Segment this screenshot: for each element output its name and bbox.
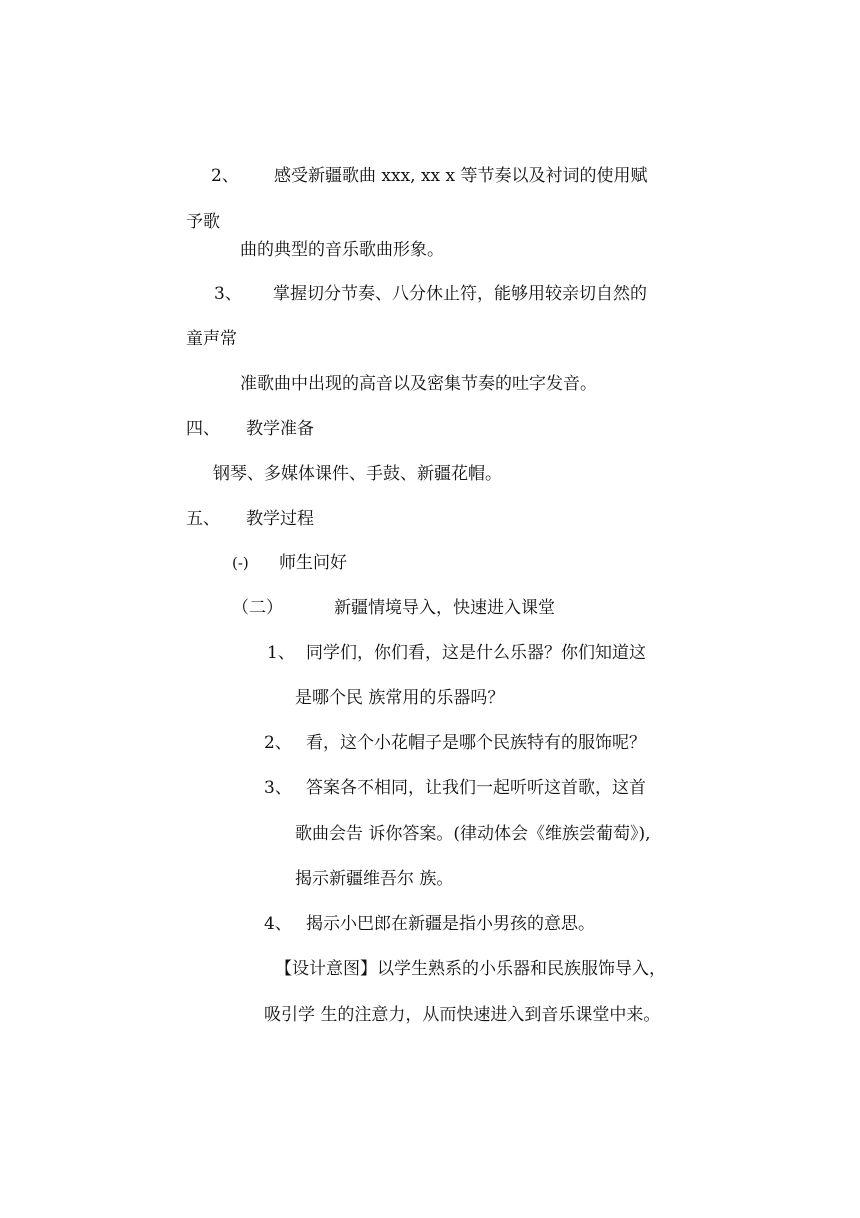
step-1-number: 1、: [267, 643, 295, 663]
subsection-1-number: (-): [232, 554, 249, 572]
design-intent-label: 【设计意图】: [275, 959, 377, 979]
step-3-line-2: 歌曲会告 诉你答案。(律动体会《维族尝葡萄》),: [295, 824, 651, 844]
subsection-2-number: （二）: [232, 598, 283, 618]
step-3-line-3: 揭示新疆维吾尔 族。: [295, 869, 454, 889]
objective-3-continuation: 准歌曲中出现的高音以及密集节奏的吐字发音。: [240, 374, 597, 394]
subsection-2-title: 新疆情境导入，快速进入课堂: [334, 598, 555, 618]
step-1-line-2: 是哪个民 族常用的乐器吗？: [295, 688, 505, 708]
step-4-line-1: 揭示小巴郎在新疆是指小男孩的意思。: [306, 914, 595, 934]
step-3-line-1: 答案各不相同，让我们一起听听这首歌，这首: [306, 778, 646, 798]
design-intent-continuation: 吸引学 生的注意力，从而快速进入到音乐课堂中来。: [264, 1005, 661, 1025]
section-5-title: 教学过程: [246, 509, 314, 529]
step-4-number: 4、: [264, 914, 292, 934]
objective-3-text: 掌握切分节奏、八分休止符，能够用较亲切自然的: [273, 284, 647, 304]
step-2-number: 2、: [264, 733, 292, 753]
objective-2-continuation: 曲的典型的音乐歌曲形象。: [240, 240, 444, 260]
section-5-number: 五、: [186, 509, 220, 529]
design-intent-paragraph: [275, 957, 666, 981]
subsection-1-title: 师生问好: [279, 553, 347, 573]
objective-3-wrap: 童声常: [186, 329, 237, 349]
step-2-line-1: 看，这个小花帽子是哪个民族特有的服饰呢？: [306, 733, 646, 753]
section-4-content: 钢琴、多媒体课件、手鼓、新疆花帽。: [213, 464, 502, 484]
objective-2-wrap: 予歌: [186, 212, 220, 232]
step-3-number: 3、: [264, 778, 292, 798]
objective-2-text: 感受新疆歌曲 xxx, xx x 等节奏以及衬词的使用赋: [274, 166, 648, 186]
objective-3-number: 3、: [214, 284, 242, 304]
objective-2-number: 2、: [211, 166, 239, 186]
design-intent-text: 以学生熟系的小乐器和民族服饰导入，: [377, 959, 666, 979]
section-4-title: 教学准备: [246, 419, 314, 439]
section-4-number: 四、: [186, 419, 220, 439]
step-1-line-1: 同学们，你们看，这是什么乐器？你们知道这: [306, 643, 646, 663]
